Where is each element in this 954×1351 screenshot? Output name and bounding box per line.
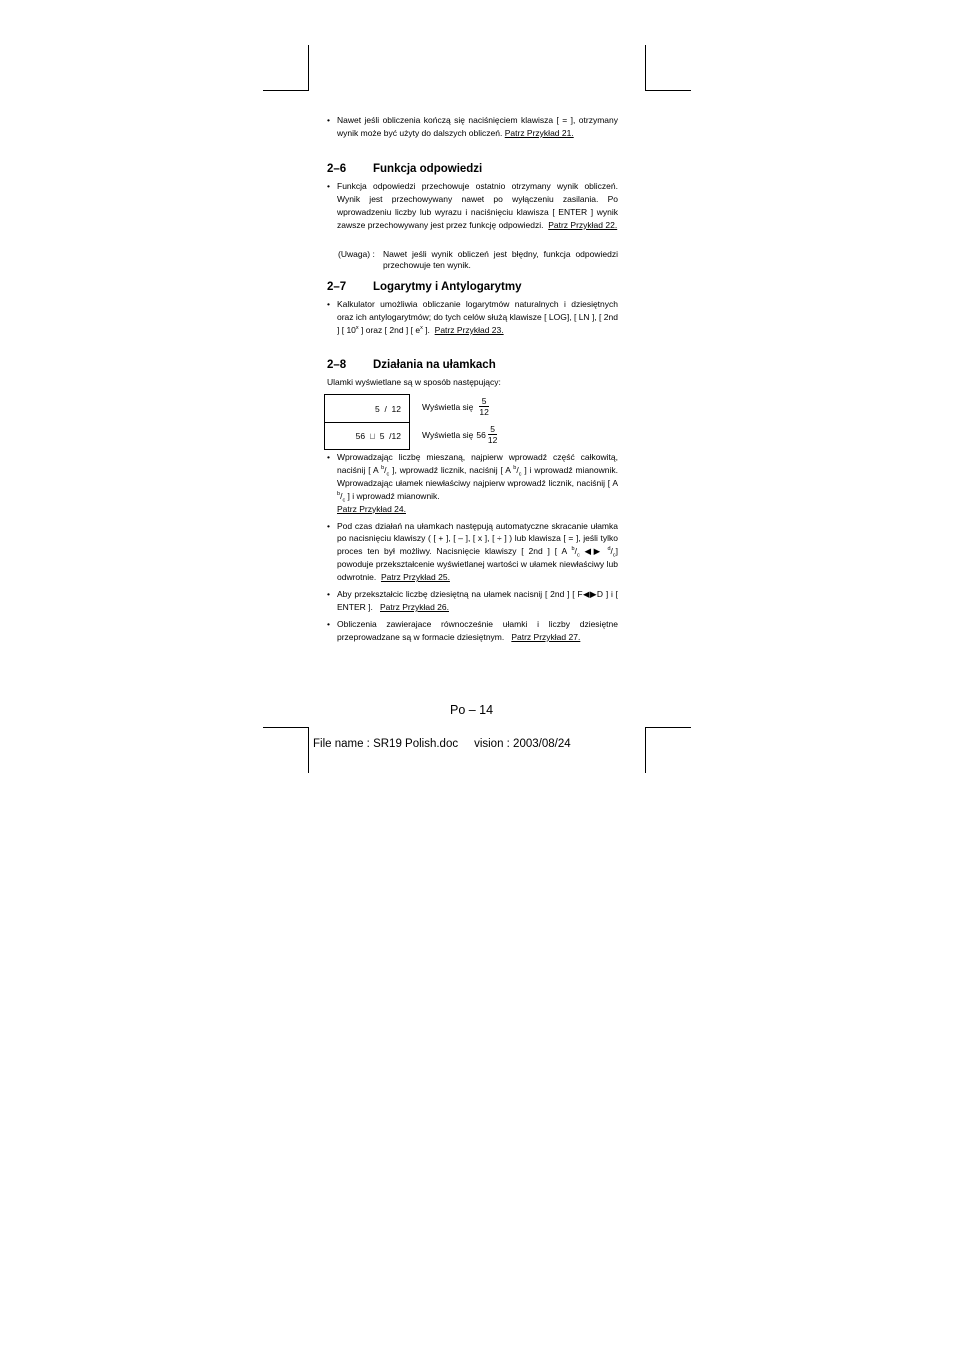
frac-key-b: b bbox=[513, 465, 517, 472]
bullet-decimal-to-fraction bbox=[327, 588, 618, 614]
label-2-prefix: Wyświetla się bbox=[422, 429, 474, 440]
display-row-2 bbox=[325, 422, 409, 449]
note-text: Nawet jeśli wynik obliczeń jest błędny, funkcja odpowiedzi przechowuje ten wynik. bbox=[383, 249, 618, 270]
section-2-7-number: 2–7 bbox=[327, 281, 347, 293]
section-2-6-text: Funkcja odpowiedzi przechowuje ostatnio otrzymany wynik obliczeń. Wynik jest przechowywany nawet po wyłączeniu zasilania. Po wprowadzeniu liczby lub wyrazu i naciśnięciu klawisza [ ENTER ] wynik zawsze przechowywany jest przez funkcję odpowiedzi. bbox=[337, 181, 618, 230]
section-2-6-note bbox=[338, 249, 618, 270]
section-2-8-bullets bbox=[327, 451, 618, 644]
section-2-8-title: Działania na ułamkach bbox=[373, 359, 496, 371]
example-24-link[interactable]: Patrz Przykład 24. bbox=[337, 503, 406, 514]
section-2-7-title: Logarytmy i Antylogarytmy bbox=[373, 281, 522, 293]
b1-text-d: ] i wprowadź mianownik. bbox=[345, 490, 440, 501]
section-2-6-bullet bbox=[327, 180, 618, 232]
bullet-mixed-calculations bbox=[327, 618, 618, 644]
frac-key-b: b bbox=[381, 465, 385, 472]
crop-mark-bottom-right-horizontal bbox=[645, 727, 691, 728]
superscript-x: x bbox=[420, 324, 423, 331]
b2-text-b: ◀▶ bbox=[579, 546, 608, 557]
display-2-whole: 56 bbox=[355, 431, 366, 441]
b2-text-c: ] powoduje przekształcenie wyświetlanej wartości w ułamek niewłaściwy lub odwrotnie. bbox=[337, 546, 619, 583]
fraction-display-box bbox=[324, 394, 410, 450]
page-number: Po – 14 bbox=[450, 703, 494, 717]
bullet-auto-reduce: • Pod czas działań na ułamkach następują automatyczne skracanie ułamka po nacisnięciu klawiszy ( [ + ], [ – ], [ x ], [ ÷ ] ) lub klawisza [ = ], jeśli tylko proces ten był możliwy. Nacisnięcie klawiszy [ 2nd ] [ A $^b/_c$ ◀▶ $^d/_c$] powoduje przekształcenie wyświetlanej wartości w ułamek niewłaściwy lub odwrotnie. Patrz Przykład 25. bbox=[327, 520, 618, 585]
crop-mark-top-left-vertical bbox=[308, 45, 309, 91]
superscript-x: x bbox=[355, 324, 359, 331]
section-2-7-bullet bbox=[327, 298, 618, 337]
fraction-numerator: 5 bbox=[479, 396, 488, 407]
frac-key-c: c bbox=[576, 553, 580, 560]
section-2-7-text-b: ] oraz [ 2nd ] [ e bbox=[358, 324, 421, 335]
frac-key-c: c bbox=[342, 497, 346, 504]
b1-text-c: ] i wprowadź mianownik. Wprowadzając ułamek niewłaściwy najpierw wprowadź licznik, naciśnij [ A bbox=[337, 464, 619, 488]
section-2-7-heading bbox=[327, 280, 521, 294]
b4-text: Obliczenia zawierajace równocześnie ułamki i liczby dziesiętne przeprowadzane są w formacie dziesiętnym. bbox=[337, 618, 618, 642]
section-2-8-number: 2–8 bbox=[327, 359, 347, 371]
section-2-6-number: 2–6 bbox=[327, 163, 347, 175]
frac-key-b: b bbox=[571, 546, 575, 553]
label-1-prefix: Wyświetla się bbox=[422, 401, 474, 412]
b2-text-a: Pod czas działań na ułamkach następują automatyczne skracanie ułamka po nacisnięciu klawiszy ( [ + ], [ – ], [ x ], [ ÷ ] ) lub klawisza [ = ], jeśli tylko proces ten był możliwy. Nacisnięcie klawiszy [ 2nd ] [ A bbox=[337, 520, 618, 557]
section-2-8-heading bbox=[327, 358, 496, 372]
fraction-numerator: 5 bbox=[488, 424, 497, 435]
b1-text-b: ], wprowadź licznik, naciśnij [ A bbox=[389, 464, 514, 475]
display-label-1 bbox=[422, 396, 489, 417]
bullet-mixed-number: • Wprowadzając liczbę mieszaną, najpierw wprowadź część całkowitą, naciśnij [ A $^b/_c$ ], wprowadź licznik, naciśnij [ A $^b/_c$ ] i wprowadź mianownik. Wprowadzając ułamek niewłaściwy najpierw wprowadź licznik, naciśnij [ A $^b/_c$ ] i wprowadź mianownik. Patrz Przykład 24. bbox=[327, 451, 618, 516]
crop-mark-top-right-vertical bbox=[645, 45, 646, 91]
b1-text-a: Wprowadzając liczbę mieszaną, najpierw wprowadź część całkowitą, naciśnij [ A bbox=[337, 452, 618, 475]
frac-key-c: c bbox=[518, 471, 522, 478]
section-2-6-title: Funkcja odpowiedzi bbox=[373, 163, 483, 175]
example-27-link[interactable]: Patrz Przykład 27. bbox=[511, 631, 581, 642]
example-23-link[interactable]: Patrz Przykład 23. bbox=[434, 324, 504, 335]
frac-key-c: c bbox=[386, 471, 390, 478]
section-2-8-intro bbox=[327, 376, 618, 389]
frac-key-b: b bbox=[337, 490, 341, 497]
label-2-whole: 56 bbox=[476, 429, 486, 440]
mixed-separator-icon: ⊔ bbox=[369, 430, 376, 441]
b3-text: Aby przekształcic liczbę dziesiętną na ułamek nacisnij [ 2nd ] [ F◀▶D ] i [ ENTER ]. bbox=[337, 589, 618, 612]
example-22-link[interactable]: Patrz Przykład 22. bbox=[548, 219, 618, 230]
bullet-top bbox=[327, 114, 618, 140]
section-2-7-text-c: ]. bbox=[422, 324, 430, 335]
fraction-56-5-12 bbox=[488, 424, 497, 445]
display-label-2 bbox=[422, 424, 497, 445]
example-25-link[interactable]: Patrz Przykład 25. bbox=[380, 572, 450, 583]
file-info: File name : SR19 Polish.doc vision : 2003/08/24 bbox=[313, 738, 571, 750]
display-2-fraction: 5 /12 bbox=[379, 431, 401, 441]
crop-mark-top-right-horizontal bbox=[645, 90, 691, 91]
fraction-denominator: 12 bbox=[487, 435, 498, 445]
section-2-6-heading bbox=[327, 162, 482, 176]
section-2-7-text-a: Kalkulator umożliwia obliczanie logarytmów naturalnych i dziesiętnych oraz ich antylogarytmów; do tych celów służą klawisze [ LOG], [ LN ], [ 2nd ] [ 10 bbox=[337, 299, 618, 335]
crop-mark-top-left-horizontal bbox=[263, 90, 309, 91]
frac-key-d: d bbox=[607, 546, 611, 553]
crop-mark-bottom-left-horizontal bbox=[263, 727, 309, 728]
example-21-link[interactable]: Patrz Przykład 21. bbox=[504, 127, 574, 138]
example-26-link[interactable]: Patrz Przykład 26. bbox=[380, 601, 449, 612]
display-row-1 bbox=[325, 395, 409, 422]
fraction-5-12 bbox=[479, 396, 488, 417]
frac-key-c: c bbox=[612, 553, 616, 560]
section-2-8-intro-text: Ulamki wyświetlane są w sposób następujący: bbox=[327, 377, 501, 387]
crop-mark-bottom-right-vertical bbox=[645, 727, 646, 773]
note-label: (Uwaga) : bbox=[338, 249, 375, 259]
crop-mark-bottom-left-vertical bbox=[308, 727, 309, 773]
fraction-denominator: 12 bbox=[479, 407, 489, 417]
display-1-value: 5 / 12 bbox=[375, 403, 401, 414]
bullet-top-text: Nawet jeśli obliczenia kończą się naciśnięciem klawisza [ = ], otrzymany wynik może być użyty do dalszych obliczeń. bbox=[337, 115, 618, 138]
